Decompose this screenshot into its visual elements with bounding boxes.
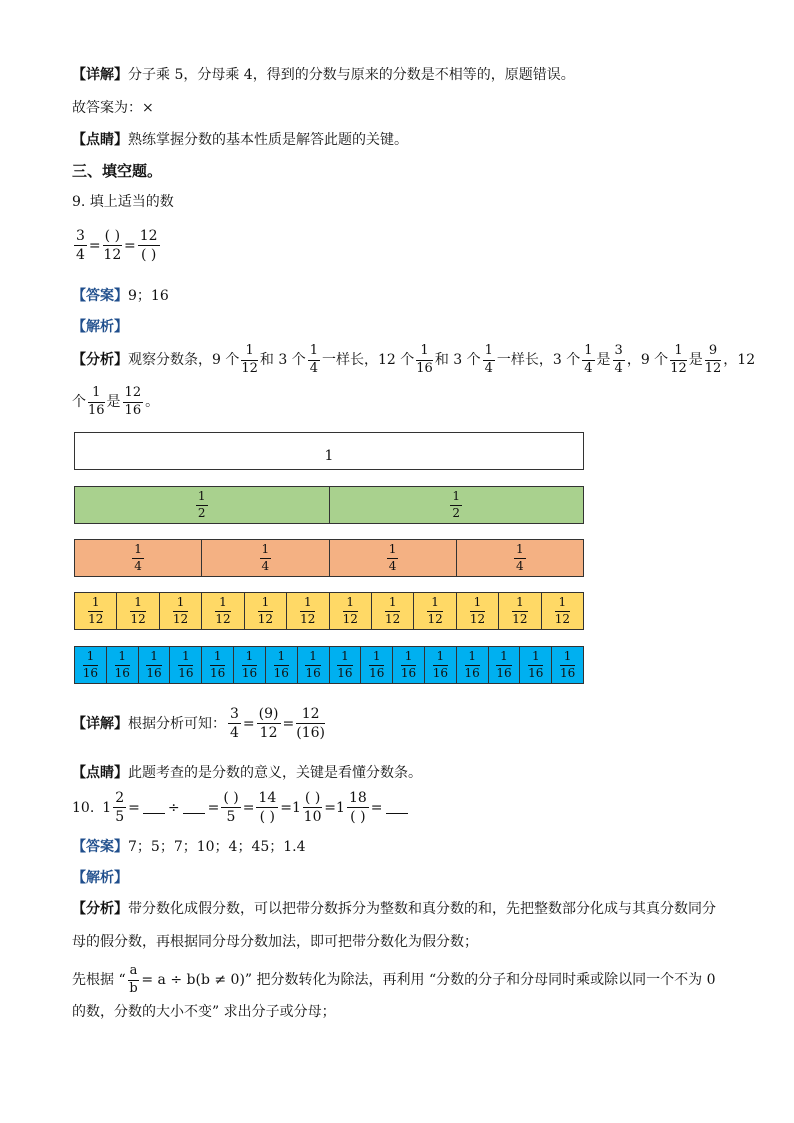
bar-cell bbox=[106, 647, 138, 683]
fraction: $\frac{1}{12}$ bbox=[172, 594, 189, 626]
bar-cell bbox=[297, 647, 329, 683]
q9-analysis-line2 bbox=[72, 386, 159, 419]
fraction: $\frac{1}{16}$ bbox=[241, 648, 258, 680]
bar-cell bbox=[244, 593, 286, 629]
fraction: $\frac{3}{4}$ bbox=[76, 228, 85, 264]
q9-answer bbox=[72, 289, 169, 303]
fraction: $\frac{1}{16}$ bbox=[400, 648, 417, 680]
analysis-text: ，9 个 bbox=[626, 352, 669, 369]
fraction: $\frac{12}{(16)}$ bbox=[296, 706, 325, 742]
analysis-text: 个 bbox=[72, 394, 86, 411]
equals-sign: = bbox=[207, 799, 220, 816]
fraction: $\frac{1}{16}$ bbox=[432, 648, 448, 680]
fraction-blank: $\frac{( )}{5}$ bbox=[223, 790, 239, 826]
point-text: 此题考查的是分数的意义，关键是看懂分数条。 bbox=[128, 765, 422, 781]
answer-text: 7；5；7；10；4；45；1.4 bbox=[128, 839, 306, 855]
bar-cell bbox=[75, 593, 116, 629]
bar-cell bbox=[75, 647, 106, 683]
q9-equation bbox=[72, 228, 162, 263]
equals-sign: = bbox=[282, 715, 295, 732]
analysis-tag: 【分析】 bbox=[72, 901, 128, 917]
fraction: $\frac{1}{16}$ bbox=[114, 648, 130, 680]
fraction: $\frac{a}{b}$ bbox=[129, 963, 138, 996]
point-tag: 【点睛】 bbox=[72, 765, 128, 781]
detail-tag: 【详解】 bbox=[72, 715, 128, 732]
fraction: $\frac{1}{4}$ bbox=[309, 343, 318, 376]
q10-answer bbox=[72, 840, 306, 854]
fraction-blank: $\frac{12}{( )}$ bbox=[139, 228, 158, 264]
bar-cell bbox=[201, 540, 328, 576]
fraction: $\frac{1}{16}$ bbox=[464, 648, 480, 680]
q9-jiexi: 【解析】 bbox=[72, 319, 128, 335]
q9-point bbox=[72, 766, 422, 780]
analysis-text: 一样长，3 个 bbox=[496, 352, 581, 369]
bar-cell bbox=[201, 647, 233, 683]
analysis-tag: 【分析】 bbox=[72, 352, 128, 369]
equals-sign: = bbox=[242, 715, 255, 732]
fraction: $\frac{1}{12}$ bbox=[512, 594, 528, 626]
fraction: $\frac{1}{12}$ bbox=[241, 343, 258, 376]
bar-label: 1 bbox=[324, 448, 334, 464]
detail-paragraph-1 bbox=[72, 68, 575, 82]
fraction: $\frac{1}{12}$ bbox=[427, 594, 443, 626]
point-paragraph-1 bbox=[72, 133, 408, 147]
bar-cell bbox=[286, 593, 328, 629]
fraction: $\frac{1}{16}$ bbox=[416, 343, 433, 376]
fraction: $\frac{(9)}{12}$ bbox=[258, 706, 279, 742]
fraction-blank: $\frac{( )}{12}$ bbox=[103, 228, 122, 264]
q10-analysis-line2: 母的假分数，再根据同分母分数加法，即可把带分数化为假分数； bbox=[72, 934, 478, 950]
analysis-text: ，12 bbox=[723, 352, 756, 369]
fraction: $\frac{3}{4}$ bbox=[230, 706, 239, 742]
bar-cell bbox=[75, 540, 201, 576]
equals-sign: = bbox=[124, 237, 136, 254]
bar-cell bbox=[329, 540, 456, 576]
fraction: $\frac{3}{4}$ bbox=[614, 343, 623, 376]
blank bbox=[386, 801, 408, 814]
fraction: $\frac{1}{2}$ bbox=[452, 488, 461, 520]
analysis-text: ” 把分数转化为除法，再利用 “分数的分子和分母同时乘或除以同一个不为 0 bbox=[244, 972, 716, 989]
bar-cell bbox=[169, 647, 201, 683]
fraction-bar-whole bbox=[74, 432, 584, 470]
q9-detail bbox=[72, 706, 327, 741]
question-number: 10. bbox=[72, 799, 95, 816]
fraction: $\frac{1}{16}$ bbox=[273, 648, 289, 680]
analysis-text: 和 3 个 bbox=[259, 352, 306, 369]
bar-cell bbox=[371, 593, 413, 629]
q10-equation bbox=[72, 790, 411, 825]
fraction: $\frac{1}{16}$ bbox=[528, 648, 544, 680]
fraction-blank: $\frac{14}{( )}$ bbox=[258, 790, 277, 826]
bar-cell bbox=[519, 647, 551, 683]
fraction: $\frac{1}{12}$ bbox=[385, 594, 401, 626]
fraction: $\frac{1}{2}$ bbox=[197, 488, 206, 520]
q10-analysis-line3 bbox=[72, 964, 716, 997]
equals-sign: = bbox=[88, 237, 101, 254]
equals-sign: = bbox=[370, 799, 383, 816]
analysis-text: 先根据 “ bbox=[72, 972, 126, 989]
bar-cell bbox=[498, 593, 540, 629]
fraction-bar-sixteenths bbox=[74, 646, 584, 684]
fraction: $\frac{1}{4}$ bbox=[261, 541, 270, 573]
divide-sign: ÷ bbox=[167, 799, 180, 816]
fraction: $\frac{1}{16}$ bbox=[210, 648, 226, 680]
section-heading: 三、填空题。 bbox=[72, 162, 163, 180]
fraction: $\frac{1}{16}$ bbox=[82, 648, 99, 680]
analysis-text: 观察分数条，9 个 bbox=[128, 352, 240, 369]
fraction: $\frac{9}{12}$ bbox=[704, 343, 722, 376]
fraction: $\frac{12}{16}$ bbox=[124, 385, 142, 418]
analysis-text: 是 bbox=[106, 394, 121, 411]
bar-cell bbox=[201, 593, 243, 629]
bar-cell bbox=[541, 593, 583, 629]
bar-cell bbox=[138, 647, 170, 683]
point-tag: 【点睛】 bbox=[72, 132, 128, 148]
blank bbox=[143, 801, 165, 814]
detail-tag: 【详解】 bbox=[72, 67, 128, 83]
analysis-text: = a ÷ b(b ≠ 0) bbox=[141, 972, 245, 989]
bar-cell bbox=[75, 487, 329, 523]
equals-sign: = bbox=[324, 799, 337, 816]
fraction: $\frac{1}{4}$ bbox=[516, 541, 524, 573]
analysis-text: 。 bbox=[145, 394, 160, 411]
q9-analysis-line1 bbox=[72, 344, 755, 377]
bar-cell bbox=[424, 647, 456, 683]
fraction: $\frac{1}{12}$ bbox=[469, 594, 486, 626]
fraction: $\frac{1}{12}$ bbox=[342, 594, 358, 626]
fraction: $\frac{1}{16}$ bbox=[146, 648, 162, 680]
fraction: $\frac{1}{12}$ bbox=[257, 594, 274, 626]
bar-cell bbox=[456, 540, 583, 576]
fraction-bar-quarters bbox=[74, 539, 584, 577]
fraction: $\frac{1}{16}$ bbox=[88, 385, 105, 418]
bar-cell bbox=[360, 647, 392, 683]
fraction: $\frac{1}{12}$ bbox=[130, 594, 146, 626]
bar-cell bbox=[413, 593, 455, 629]
answer-tag: 【答案】 bbox=[72, 288, 128, 304]
q10-analysis-line1 bbox=[72, 902, 716, 916]
bar-cell bbox=[456, 593, 498, 629]
bar-cell bbox=[329, 593, 371, 629]
equals-sign: = bbox=[128, 799, 140, 816]
q10-analysis-line4: 的数，分数的大小不变” 求出分子或分母； bbox=[72, 1004, 336, 1020]
fraction: $\frac{1}{12}$ bbox=[300, 594, 316, 626]
fraction: $\frac{1}{12}$ bbox=[554, 594, 570, 626]
analysis-text: 是 bbox=[596, 352, 611, 369]
mixed-number: 1 $\frac{( )}{10}$ bbox=[291, 790, 322, 826]
mixed-number: 1 $\frac{2}{5}$ bbox=[102, 790, 125, 826]
fraction: $\frac{1}{16}$ bbox=[178, 648, 194, 680]
bar-cell bbox=[551, 647, 583, 683]
fraction: $\frac{1}{16}$ bbox=[559, 648, 576, 680]
bar-cell bbox=[329, 487, 584, 523]
bar-cell bbox=[456, 647, 488, 683]
fraction-bar-halves bbox=[74, 486, 584, 524]
fraction: $\frac{1}{16}$ bbox=[337, 648, 353, 680]
bar-cell bbox=[329, 647, 361, 683]
fraction-bar-twelfths bbox=[74, 592, 584, 630]
q10-jiexi: 【解析】 bbox=[72, 870, 128, 886]
fraction: $\frac{1}{16}$ bbox=[305, 648, 321, 680]
bar-cell bbox=[75, 433, 583, 469]
q9-title: 9. 填上适当的数 bbox=[72, 194, 174, 210]
bar-cell bbox=[233, 647, 265, 683]
fraction: $\frac{1}{16}$ bbox=[496, 648, 512, 680]
fraction: $\frac{1}{4}$ bbox=[584, 343, 593, 376]
bar-cell bbox=[265, 647, 297, 683]
mixed-number: 1 $\frac{18}{( )}$ bbox=[336, 790, 367, 826]
analysis-text: 是 bbox=[688, 352, 703, 369]
analysis-text: 一样长，12 个 bbox=[322, 352, 415, 369]
fraction: $\frac{1}{4}$ bbox=[484, 343, 493, 376]
equals-sign: = bbox=[242, 799, 255, 816]
blank bbox=[183, 801, 205, 814]
fraction: $\frac{1}{12}$ bbox=[670, 343, 687, 376]
fraction: $\frac{1}{4}$ bbox=[388, 541, 397, 573]
fraction: $\frac{1}{12}$ bbox=[88, 594, 104, 626]
analysis-text: 带分数化成假分数，可以把带分数拆分为整数和真分数的和，先把整数部分化成与其真分数同分 bbox=[128, 901, 716, 917]
detail-text: 根据分析可知： bbox=[128, 715, 226, 732]
bar-cell bbox=[159, 593, 201, 629]
bar-cell bbox=[116, 593, 158, 629]
bar-cell bbox=[488, 647, 520, 683]
answer-tag: 【答案】 bbox=[72, 839, 128, 855]
fraction: $\frac{1}{4}$ bbox=[134, 541, 142, 573]
point-text: 熟练掌握分数的基本性质是解答此题的关键。 bbox=[128, 132, 408, 148]
analysis-text: 和 3 个 bbox=[434, 352, 481, 369]
bar-cell bbox=[392, 647, 424, 683]
detail-text: 分子乘 5，分母乘 4，得到的分数与原来的分数是不相等的，原题错误。 bbox=[128, 67, 575, 83]
fraction: $\frac{1}{16}$ bbox=[369, 648, 385, 680]
answer-text: 9；16 bbox=[128, 288, 169, 304]
equals-sign: = bbox=[280, 799, 292, 816]
answer-line: 故答案为：× bbox=[72, 100, 154, 116]
fraction: $\frac{1}{12}$ bbox=[215, 594, 231, 626]
